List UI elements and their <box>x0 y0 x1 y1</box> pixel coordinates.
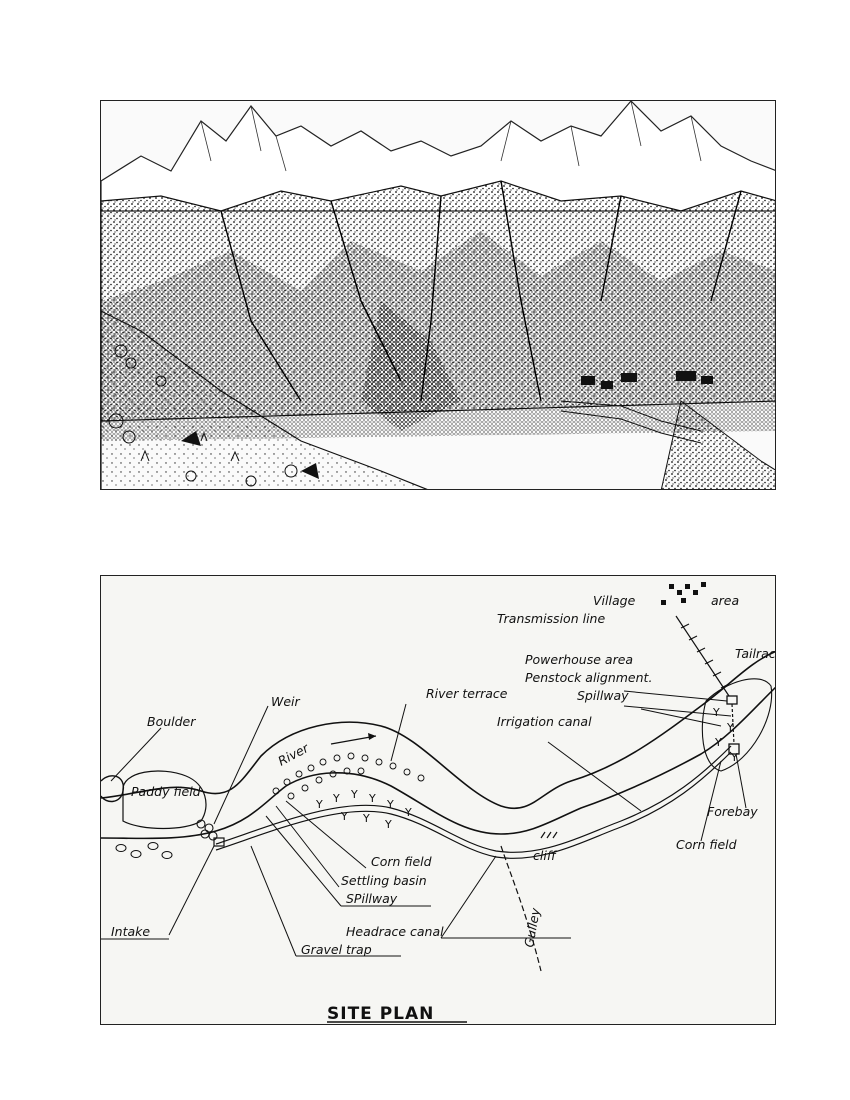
site-plan-title: SITE PLAN <box>327 1004 435 1024</box>
svg-text:Y: Y <box>369 792 376 805</box>
label-penstock-alignment: Penstock alignment. <box>525 670 653 685</box>
svg-text:Y: Y <box>405 806 412 819</box>
cliff-mark <box>541 832 557 838</box>
label-boulder: Boulder <box>147 714 196 729</box>
label-area: area <box>711 593 740 608</box>
river-boulders <box>116 843 172 859</box>
powerhouse-structure <box>727 696 737 704</box>
label-corn-field-mid: Corn field <box>371 854 432 869</box>
svg-text:Y: Y <box>731 751 738 764</box>
transmission-line-path <box>676 616 729 696</box>
svg-text:Y: Y <box>341 810 348 823</box>
site-plan-drawing <box>101 576 776 1025</box>
label-cliff: cliff <box>533 848 556 863</box>
label-weir: Weir <box>271 694 300 709</box>
svg-text:Y: Y <box>316 798 323 811</box>
svg-text:Y: Y <box>351 788 358 801</box>
label-tailrace: Tailrac <box>735 646 776 661</box>
river-banks <box>101 651 776 838</box>
site-plan-diagram <box>100 575 776 1025</box>
label-powerhouse-area: Powerhouse area <box>525 652 634 667</box>
svg-text:Y: Y <box>333 792 340 805</box>
label-headrace-canal: Headrace canal <box>346 924 444 939</box>
svg-text:Y: Y <box>363 812 370 825</box>
label-river-terrace: River terrace <box>426 686 508 701</box>
label-paddy-field: Paddy field <box>131 784 201 799</box>
svg-text:Y: Y <box>727 721 734 734</box>
svg-text:Y: Y <box>385 818 392 831</box>
label-spillway-left: SPillway <box>346 891 398 906</box>
label-settling-basin: Settling basin <box>341 873 427 888</box>
landscape-illustration <box>100 100 776 490</box>
label-river: River <box>275 740 312 769</box>
paddy-field-outline <box>123 771 206 829</box>
label-irrigation-canal: Irrigation canal <box>497 714 592 729</box>
label-corn-field-right: Corn field <box>676 837 737 852</box>
label-gulley: Gulley <box>521 906 543 949</box>
svg-text:Y: Y <box>713 706 720 719</box>
label-transmission-line: Transmission line <box>497 611 606 626</box>
svg-text:Y: Y <box>387 798 394 811</box>
label-spillway-right: Spillway <box>577 688 629 703</box>
svg-text:Y: Y <box>715 736 722 749</box>
mountain-landscape-drawing <box>101 101 776 490</box>
label-gravel-trap: Gravel trap <box>301 942 372 957</box>
distant-peaks <box>101 101 776 211</box>
label-village: Village <box>593 593 636 608</box>
label-forebay: Forebay <box>707 804 758 819</box>
village-houses <box>661 582 706 605</box>
label-intake: Intake <box>111 924 151 939</box>
